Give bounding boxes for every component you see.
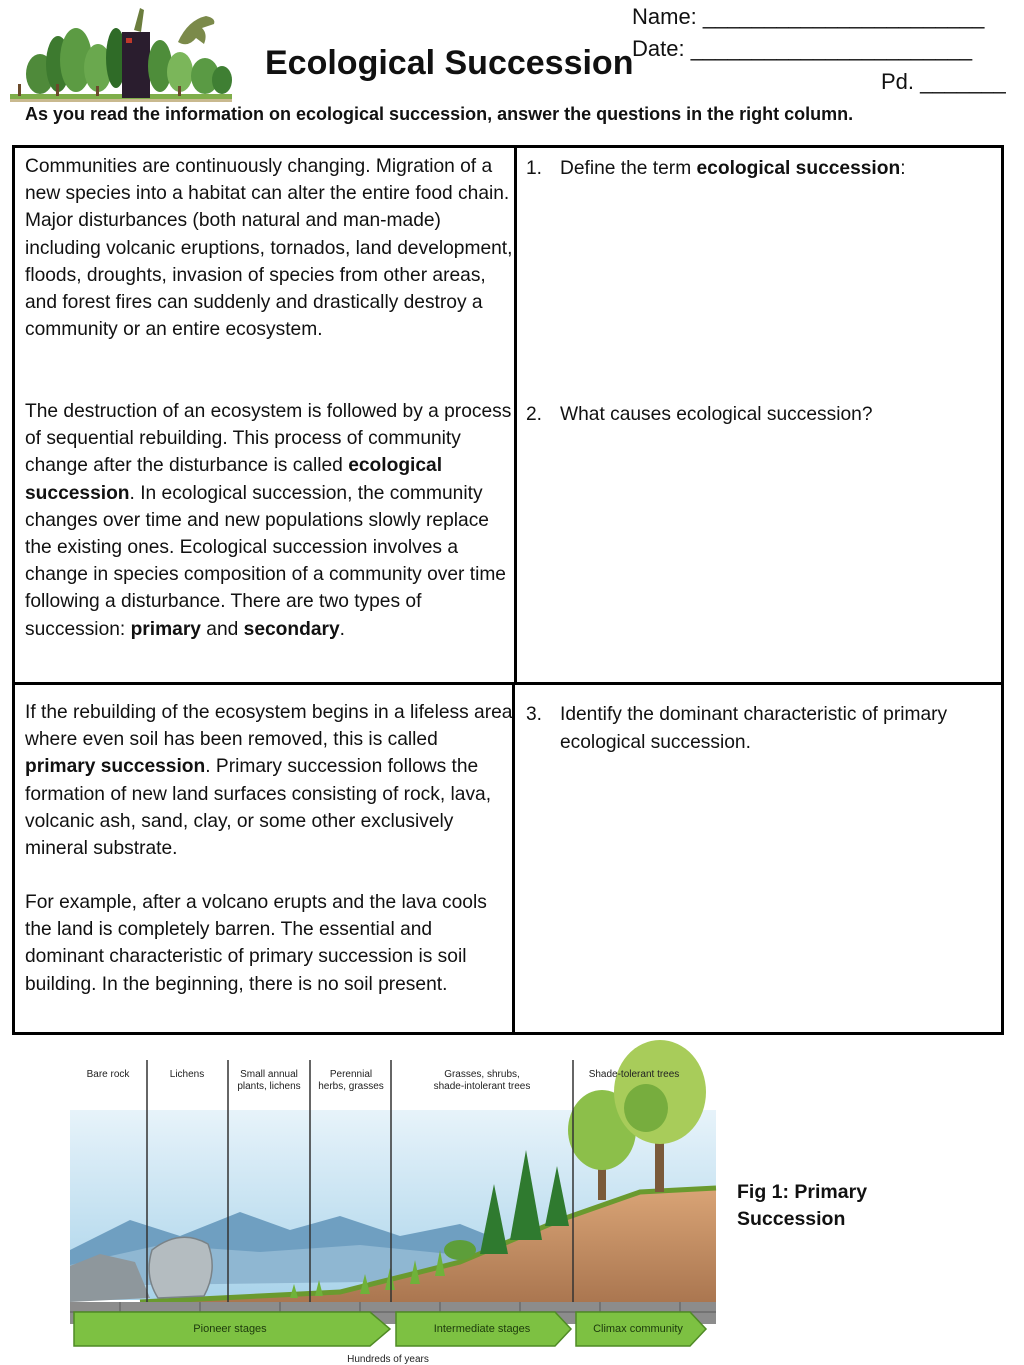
page-title: Ecological Succession: [265, 44, 634, 82]
question-number: 2.: [526, 404, 543, 425]
reading-paragraph-3: If the rebuilding of the ecosystem begins in a lifeless area where even soil has been removed, this is called primary succession. Primary succession follows the formation of new land surfaces consisting of rock, lava, volcanic ash, sand, clay, or some other exclusively mineral substrate.: [25, 702, 513, 860]
question-number: 1.: [526, 158, 543, 179]
term-primary: primary: [130, 618, 201, 640]
stage-label-small-annual-plants: plants, lichens: [237, 1081, 301, 1092]
stage-label-small-annual-plants: Small annual: [240, 1069, 298, 1080]
stage-label-grasses-shrubs: shade-intolerant trees: [433, 1081, 531, 1092]
primary-succession-diagram: [40, 1040, 722, 1365]
dinosaur-forest-illustration: [10, 2, 232, 104]
pioneer-stages-arrow: [74, 1312, 390, 1346]
date-field[interactable]: Date: _______________________: [632, 36, 973, 61]
stage-label-shade-tolerant-trees: Shade-tolerant trees: [588, 1069, 680, 1080]
question-3: 3. Identify the dominant characteristic of primary ecological succession.: [526, 701, 996, 756]
arrow-label-intermediate: Intermediate stages: [433, 1323, 531, 1335]
name-field[interactable]: Name: _______________________: [632, 4, 985, 29]
term-secondary: secondary: [243, 618, 340, 640]
arrow-label-pioneer: Pioneer stages: [193, 1323, 267, 1335]
stage-label-bare-rock: Bare rock: [86, 1069, 130, 1080]
arrow-label-climax: Climax community: [593, 1323, 683, 1335]
question-1: 1. Define the term ecological succession:: [526, 155, 996, 183]
stage-label-perennial-herbs: herbs, grasses: [318, 1081, 384, 1092]
reading-paragraph-2: The destruction of an ecosystem is followed by a process of sequential rebuilding. This process of community change after the disturbance is called ecological succession. In ecological succession, the community changes over time and new populations slowly replace the existing ones. Ecological succession involves a change in species composition of a community over time following a disturbance. There are two types of succession: primary and secondary.: [25, 401, 512, 640]
figure-caption: Fig 1: Primary Succession: [737, 1181, 868, 1230]
question-2: 2. What causes ecological succession?: [526, 401, 996, 429]
reading-paragraph-4: For example, after a volcano erupts and the lava cools the land is completely barren. The essential and dominant characteristic of primary succession is soil building. In the beginning, there is no soil present.: [25, 892, 487, 995]
period-field[interactable]: Pd. _______: [881, 69, 1006, 94]
stage-label-grasses-shrubs: Grasses, shrubs,: [444, 1069, 520, 1080]
term-ecological-succession: ecological succession: [25, 455, 443, 504]
term-primary-succession: primary succession: [25, 756, 206, 778]
instructions: As you read the information on ecological succession, answer the questions in the right column.: [25, 104, 854, 124]
term-ecological-succession: ecological succession: [696, 158, 901, 179]
stage-label-lichens: Lichens: [169, 1069, 205, 1080]
stage-label-perennial-herbs: Perennial: [329, 1069, 373, 1080]
intermediate-stages-arrow: [396, 1312, 571, 1346]
question-number: 3.: [526, 704, 543, 725]
climax-community-arrow: [576, 1312, 706, 1346]
time-axis-label: Hundreds of years: [347, 1354, 429, 1365]
reading-paragraph-1: Communities are continuously changing. Migration of a new species into a habitat can alter the entire food chain. Major disturbances (both natural and man-made) including volcanic eruptions, tornados, land development, floods, droughts, invasion of species from other areas, and forest fires can suddenly and drastically destroy a community or an entire ecosystem.: [25, 156, 513, 341]
